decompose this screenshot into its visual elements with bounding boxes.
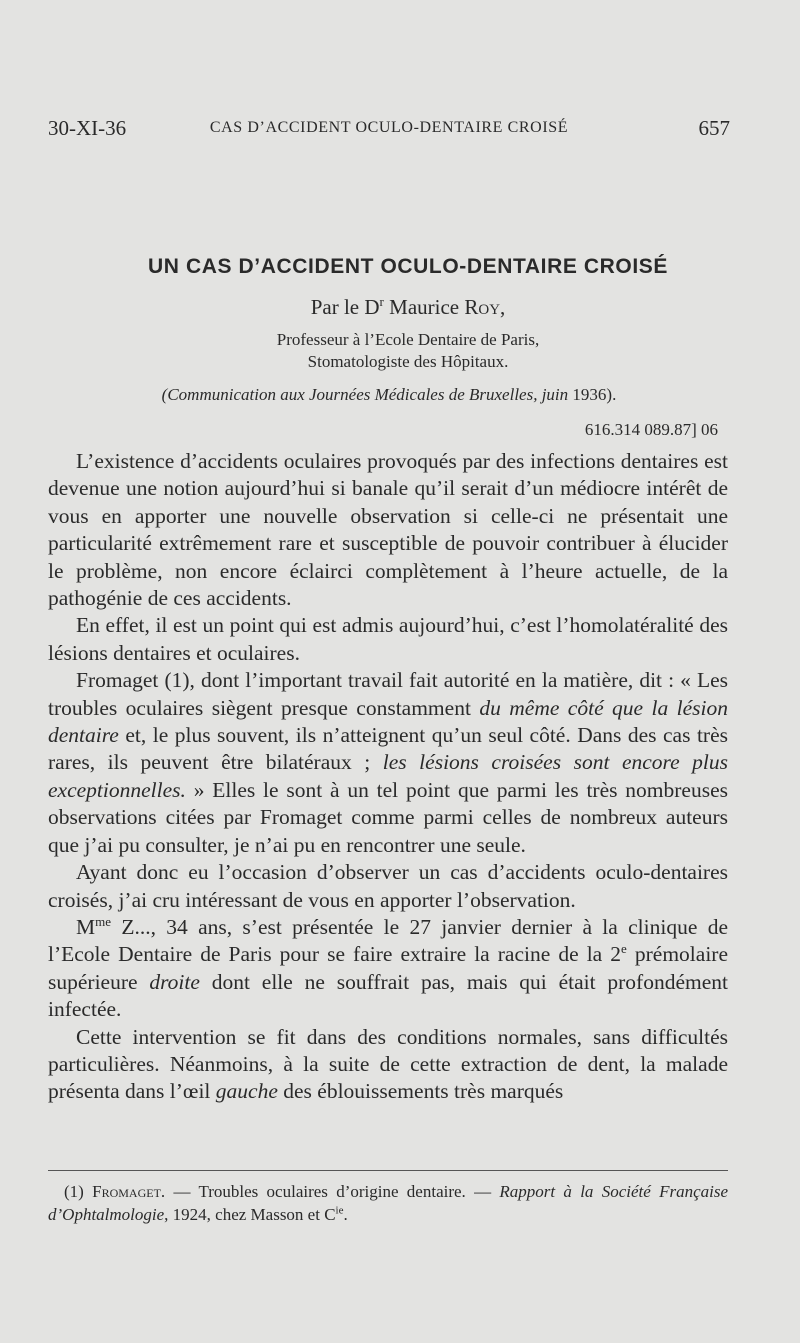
communication-close: ).	[606, 385, 617, 404]
article-body	[48, 448, 728, 1106]
footnote-sup: ie	[335, 1204, 344, 1217]
p3-text-e: » Elles le sont à un tel point que parmi les très nombreuses observations citées par Fromaget comme parmi celles de nombreux auteurs que j’ai pu consulter, je n’ai pu en rencontrer une seule.	[48, 777, 728, 857]
paragraph-2: En effet, il est un point qui est admis aujourd’hui, c’est l’homolatéralité des lésions dentaires et oculaires.	[48, 613, 728, 665]
p5-text-b: Z..., 34 ans, s’est présentée le 27 janvier dernier à la clinique de l’Ecole Dentaire de Paris pour se faire extraire la racine de la 2	[48, 914, 728, 967]
byline-prefix: Par le D	[310, 295, 380, 319]
byline-sup: r	[379, 294, 384, 309]
footnote-text-c: , 1924, chez Masson et C	[164, 1205, 336, 1224]
p3-italic-d: les lésions croisées sont encore plus exceptionnelles.	[48, 750, 729, 802]
p6-text-a: Cette intervention se fit dans des conditions normales, sans difficultés particulières. Néanmoins, à la suite de cette extraction de dent, la malade présenta dans l’œil	[48, 1024, 728, 1104]
author-surname: Roy	[464, 295, 501, 319]
footnote-text-a: . — Troubles oculaires d’origine dentaire. —	[160, 1182, 500, 1201]
footnote-text-d: .	[343, 1205, 348, 1224]
author-name: Maurice	[389, 295, 465, 319]
running-head-date: 30-XI-36	[48, 116, 127, 140]
p5-sup-b: e	[621, 941, 627, 957]
p5-text-e: dont elle ne souffrait pas, mais qui était profondément infectée.	[48, 969, 728, 1022]
p3-italic-b: du même côté que la lésion dentaire	[48, 695, 728, 748]
footnote-author: Fromaget	[92, 1182, 161, 1201]
p5-sup-a: me	[95, 913, 112, 929]
communication-text: (Communication aux Journées Médicales de Bruxelles, juin	[161, 385, 573, 404]
footnote-divider	[48, 1170, 728, 1171]
byline-suffix: ,	[500, 295, 506, 319]
footnote-marker: (1)	[64, 1182, 93, 1201]
p5-text-a: M	[76, 914, 96, 939]
p6-text-c: des éblouissements très marqués	[277, 1079, 564, 1104]
byline	[40, 294, 776, 320]
running-head-title: CAS D’ACCIDENT OCULO-DENTAIRE CROISÉ	[209, 119, 569, 136]
paragraph-5	[48, 914, 728, 1024]
communication-note	[48, 385, 730, 405]
paragraph-3	[48, 667, 728, 859]
p5-italic-d: droite	[149, 969, 200, 994]
p3-text-a: Fromaget (1), dont l’important travail fait autorité en la matière, dit : « Les troubles oculaires siègent presque constamment	[48, 668, 728, 720]
running-head	[48, 116, 730, 146]
communication-year: 1936	[572, 385, 607, 404]
p3-text-c: et, le plus souvent, ils n’atteignent qu’un seul côté. Dans des cas très rares, ils peuvent être bilatéraux ;	[48, 723, 728, 775]
classification-code: 616.314 089.87] 06	[584, 420, 718, 439]
footnote-1	[48, 1180, 728, 1226]
page-number: 657	[698, 116, 730, 140]
affiliation-line-1: Professeur à l’Ecole Dentaire de Paris,	[276, 330, 540, 349]
affiliation-line-2: Stomatologiste des Hôpitaux.	[307, 352, 509, 371]
p5-text-c: prémolaire supérieure	[48, 942, 728, 994]
paragraph-4: Ayant donc eu l’occasion d’observer un cas d’accidents oculo-dentaires croisés, j’ai cru intéressant de vous en apporter l’observation.	[48, 860, 728, 912]
footnote	[48, 1180, 728, 1226]
footnote-italic-b: Rapport à la Société Française d’Ophtalmologie	[48, 1182, 729, 1224]
p6-italic-b: gauche	[215, 1079, 278, 1104]
paragraph-1: L’existence d’accidents oculaires provoqués par des infections dentaires est devenue une notion aujourd’hui si banale qu’il serait d’un médiocre intérêt de vous en apporter une nouvelle observation si celle-ci ne présentait une particularité extrêmement rare et susceptible de pouvoir contribuer à élucider le problème, non encore éclairci complètement à l’heure actuelle, de la pathogénie de ces accidents.	[48, 449, 728, 611]
article-title: UN CAS D’ACCIDENT OCULO-DENTAIRE CROISÉ	[147, 255, 669, 278]
paragraph-6	[48, 1024, 728, 1106]
